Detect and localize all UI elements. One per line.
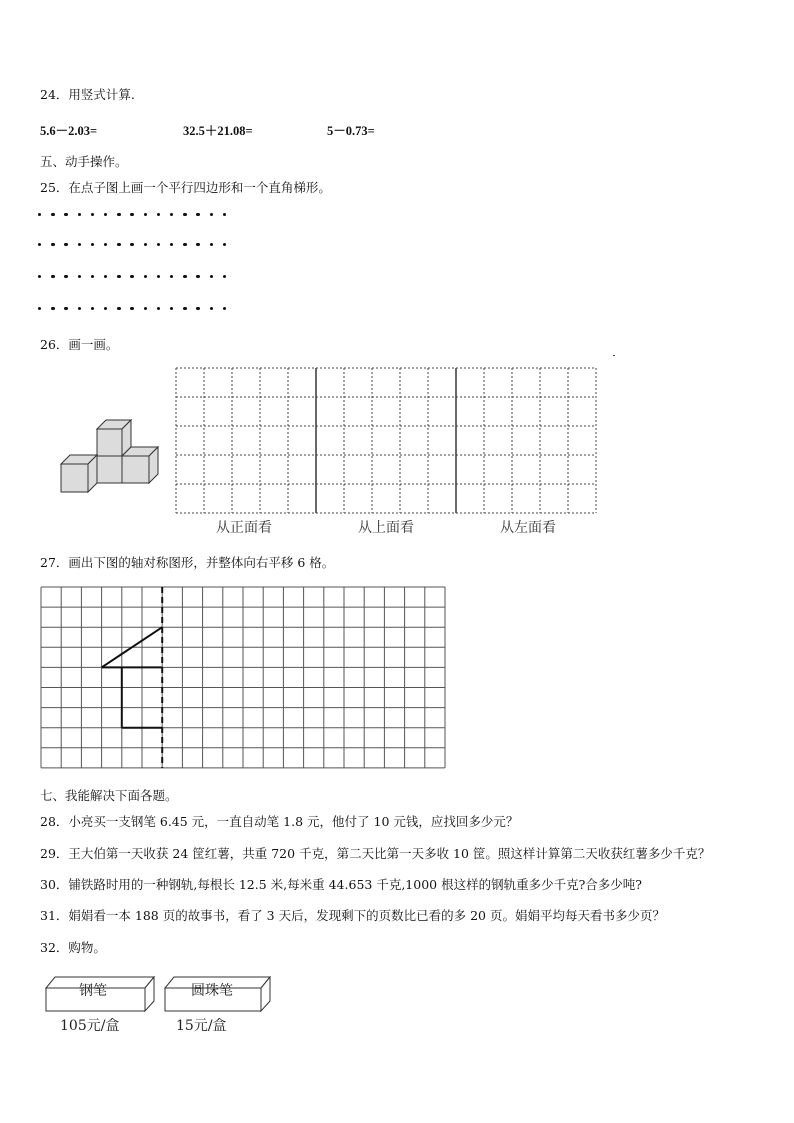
grid-dot[interactable] — [210, 275, 213, 278]
grid-dot[interactable] — [78, 213, 81, 216]
ballpen-price: 15元/盒 — [176, 1018, 227, 1034]
grid-dot[interactable] — [210, 213, 213, 216]
grid-dot[interactable] — [117, 275, 120, 278]
grid-dot[interactable] — [64, 243, 67, 246]
grid-dot[interactable] — [170, 275, 173, 278]
grid-dot[interactable] — [91, 213, 94, 216]
dot-row[interactable] — [38, 243, 238, 249]
grid-dot[interactable] — [183, 243, 186, 246]
grid-dot[interactable] — [196, 213, 199, 216]
grid-dot[interactable] — [104, 275, 107, 278]
problem-30: 30．铺铁路时用的一种钢轨,每根长 12.5 米,每米重 44.653 千克,1000 根这样的钢轨重多少千克?合多少吨? — [40, 877, 642, 892]
grid-dot[interactable] — [170, 307, 173, 310]
grid-dot[interactable] — [157, 275, 160, 278]
front-view-label: 从正面看 — [216, 520, 272, 536]
grid-dot[interactable] — [157, 213, 160, 216]
expression-1: 5.6－2.03= — [40, 124, 98, 138]
grid-dot[interactable] — [223, 213, 226, 216]
problem-29: 29．王大伯第一天收获 24 筐红薯，共重 720 千克，第二天比第一天多收 10 筐。照这样计算第二天收获红薯多少千克？ — [40, 846, 711, 861]
top-view-label: 从上面看 — [358, 520, 414, 536]
grid-dot[interactable] — [183, 275, 186, 278]
grid-dot[interactable] — [210, 307, 213, 310]
grid-dot[interactable] — [91, 275, 94, 278]
grid-dot[interactable] — [130, 243, 133, 246]
dot-row[interactable] — [38, 275, 238, 281]
grid-dot[interactable] — [104, 307, 107, 310]
left-view-label: 从左面看 — [500, 520, 556, 536]
stray-mark — [613, 355, 615, 356]
grid-dot[interactable] — [51, 275, 54, 278]
grid-dot[interactable] — [78, 243, 81, 246]
grid-dot[interactable] — [223, 243, 226, 246]
expression-3: 5－0.73= — [327, 124, 375, 138]
grid-dot[interactable] — [64, 275, 67, 278]
grid-dot[interactable] — [38, 213, 41, 216]
grid-dot[interactable] — [130, 275, 133, 278]
problem-31: 31．娟娟看一本 188 页的故事书，看了 3 天后，发现剩下的页数比已看的多 20 页。娟娟平均每天看书多少页？ — [40, 908, 665, 923]
grid-dot[interactable] — [38, 243, 41, 246]
grid-dot[interactable] — [183, 213, 186, 216]
grid-dot[interactable] — [64, 213, 67, 216]
pen-price: 105元/盒 — [60, 1018, 120, 1034]
grid-dot[interactable] — [64, 307, 67, 310]
grid-dot[interactable] — [196, 275, 199, 278]
symmetry-grid[interactable] — [40, 586, 448, 769]
grid-dot[interactable] — [223, 307, 226, 310]
q25-title: 25．在点子图上画一个平行四边形和一个直角梯形。 — [40, 180, 331, 195]
grid-dot[interactable] — [144, 275, 147, 278]
grid-dot[interactable] — [210, 243, 213, 246]
pen-box-label: 钢笔 — [79, 983, 107, 999]
section-5-title: 五、动手操作。 — [40, 154, 128, 169]
grid-dot[interactable] — [117, 213, 120, 216]
expression-2: 32.5＋21.08= — [183, 124, 253, 138]
grid-dot[interactable] — [117, 243, 120, 246]
grid-dot[interactable] — [130, 307, 133, 310]
grid-dot[interactable] — [170, 213, 173, 216]
q24-title: 24．用竖式计算. — [40, 87, 135, 102]
grid-dot[interactable] — [157, 243, 160, 246]
dot-row[interactable] — [38, 307, 238, 313]
grid-dot[interactable] — [196, 307, 199, 310]
grid-dot[interactable] — [223, 275, 226, 278]
grid-dot[interactable] — [38, 275, 41, 278]
three-view-grid[interactable] — [175, 367, 599, 514]
cube-stack-figure — [55, 415, 165, 500]
grid-dot[interactable] — [144, 243, 147, 246]
grid-dot[interactable] — [38, 307, 41, 310]
problem-28: 28．小亮买一支钢笔 6.45 元，一直自动笔 1.8 元，他付了 10 元钱，应找回多少元？ — [40, 814, 519, 829]
grid-dot[interactable] — [170, 243, 173, 246]
grid-dot[interactable] — [196, 243, 199, 246]
grid-dot[interactable] — [130, 213, 133, 216]
q32-title: 32．购物。 — [40, 940, 106, 955]
q27-title: 27．画出下图的轴对称图形，并整体向右平移 6 格。 — [40, 555, 335, 570]
grid-dot[interactable] — [144, 213, 147, 216]
grid-dot[interactable] — [91, 243, 94, 246]
grid-dot[interactable] — [117, 307, 120, 310]
grid-dot[interactable] — [183, 307, 186, 310]
section-7-title: 七、我能解决下面各题。 — [40, 788, 178, 803]
grid-dot[interactable] — [51, 213, 54, 216]
grid-dot[interactable] — [78, 275, 81, 278]
grid-dot[interactable] — [104, 213, 107, 216]
grid-dot[interactable] — [51, 307, 54, 310]
ballpen-box-label: 圆珠笔 — [191, 983, 233, 999]
dot-row[interactable] — [38, 213, 238, 219]
grid-dot[interactable] — [91, 307, 94, 310]
grid-dot[interactable] — [78, 307, 81, 310]
grid-dot[interactable] — [157, 307, 160, 310]
q26-title: 26．画一画。 — [40, 337, 119, 352]
grid-dot[interactable] — [104, 243, 107, 246]
grid-dot[interactable] — [51, 243, 54, 246]
grid-dot[interactable] — [144, 307, 147, 310]
